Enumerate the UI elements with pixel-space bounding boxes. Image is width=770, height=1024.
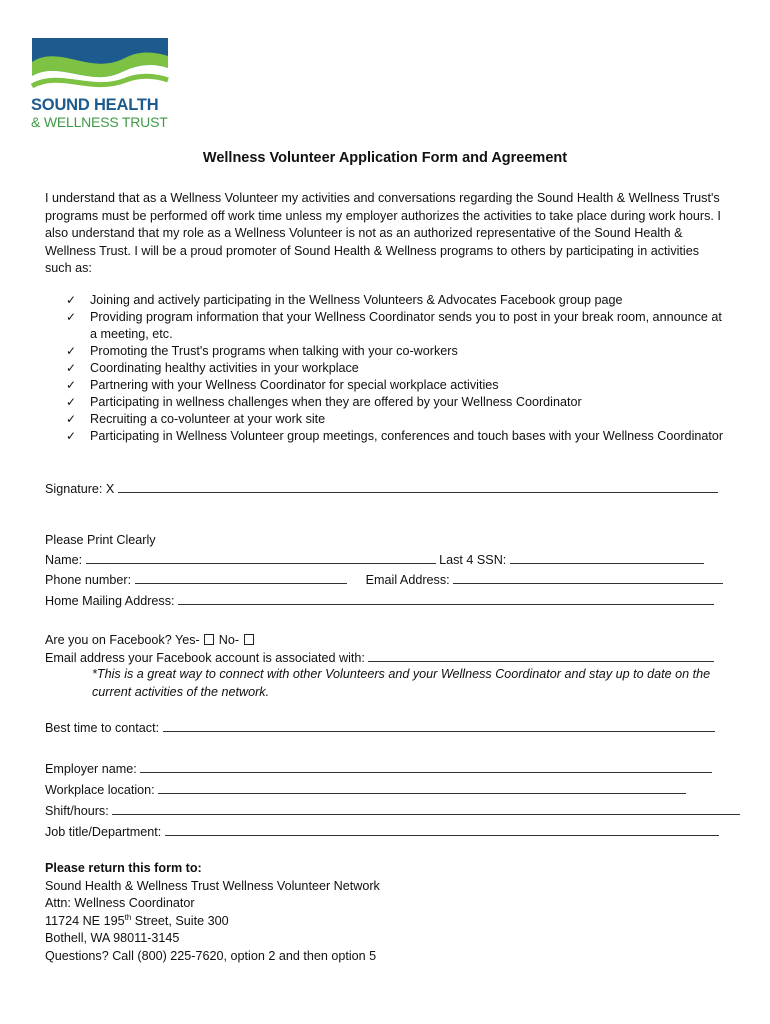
print-clearly-heading: Please Print Clearly bbox=[45, 533, 156, 547]
checkmark-icon: ✓ bbox=[66, 429, 77, 443]
return-heading: Please return this form to: bbox=[45, 861, 202, 875]
employer-label: Employer name: bbox=[45, 762, 137, 776]
workplace-label: Workplace location: bbox=[45, 783, 155, 797]
note-line: current activities of the network. bbox=[92, 684, 270, 699]
shift-field[interactable] bbox=[112, 803, 740, 815]
list-item: ✓ Participating in Wellness Volunteer group meetings, conferences and touch bases with your Wellness Coordinator bbox=[66, 429, 724, 443]
name-row bbox=[45, 551, 704, 569]
list-item: ✓ Coordinating healthy activities in your workplace bbox=[66, 361, 359, 375]
mailing-row bbox=[45, 592, 714, 610]
ssn-field[interactable] bbox=[510, 552, 704, 564]
checkmark-icon: ✓ bbox=[66, 361, 77, 375]
logo-wave-icon bbox=[30, 36, 170, 96]
activities-checklist bbox=[66, 292, 736, 445]
checkmark-icon: ✓ bbox=[66, 344, 77, 358]
yes-checkbox[interactable] bbox=[204, 634, 214, 645]
list-item: ✓ Participating in wellness challenges when they are offered by your Wellness Coordinator bbox=[66, 395, 582, 409]
facebook-note bbox=[92, 666, 732, 701]
checkmark-icon: ✓ bbox=[66, 378, 77, 392]
list-item: ✓ Providing program information that your Wellness Coordinator sends you to post in your break room, announce at a meeting, etc. bbox=[66, 310, 722, 341]
phone-label: Phone number: bbox=[45, 573, 132, 587]
checkmark-icon: ✓ bbox=[66, 412, 77, 426]
fb-email-field[interactable] bbox=[368, 650, 714, 662]
ssn-label: Last 4 SSN: bbox=[439, 553, 507, 567]
intro-line: I understand that as a Wellness Volunteer my activities and conversations regarding the Sound Health & Wellness Trust's bbox=[45, 191, 720, 205]
logo-text-primary: SOUND HEALTH bbox=[31, 96, 159, 114]
facebook-question: Are you on Facebook? bbox=[45, 633, 172, 647]
employer-field[interactable] bbox=[140, 761, 712, 773]
logo-text-secondary: & WELLNESS TRUST bbox=[31, 114, 168, 130]
job-field[interactable] bbox=[165, 824, 719, 836]
signature-row bbox=[45, 480, 718, 498]
phone-field[interactable] bbox=[135, 572, 347, 584]
email-label: Email Address: bbox=[365, 573, 450, 587]
fb-email-label: Email address your Facebook account is associated with: bbox=[45, 651, 365, 665]
shift-label: Shift/hours: bbox=[45, 804, 109, 818]
shift-row bbox=[45, 802, 740, 820]
job-row bbox=[45, 823, 719, 841]
intro-paragraph bbox=[45, 190, 730, 278]
return-address bbox=[45, 860, 380, 965]
no-checkbox[interactable] bbox=[244, 634, 254, 645]
workplace-field[interactable] bbox=[158, 782, 686, 794]
mailing-field[interactable] bbox=[178, 593, 714, 605]
note-line: *This is a great way to connect with other Volunteers and your Wellness Coordinator and stay up to date on the bbox=[92, 667, 711, 681]
intro-line: Wellness Trust. I will be a proud promoter of Sound Health & Wellness programs to others by participating in activities bbox=[45, 243, 700, 258]
intro-line: programs must be performed off work time unless my employer authorizes the activities to take place during work hours. I bbox=[45, 208, 721, 223]
fb-email-row bbox=[45, 649, 714, 667]
yes-label: Yes- bbox=[175, 633, 200, 647]
checkmark-icon: ✓ bbox=[66, 395, 77, 409]
phone-email-row bbox=[45, 571, 723, 589]
mailing-label: Home Mailing Address: bbox=[45, 594, 175, 608]
form-title: Wellness Volunteer Application Form and Agreement bbox=[202, 150, 568, 166]
best-time-label: Best time to contact: bbox=[45, 721, 160, 735]
name-label: Name: bbox=[45, 553, 83, 567]
signature-label: Signature: X bbox=[45, 482, 115, 496]
checkmark-icon: ✓ bbox=[66, 293, 77, 307]
name-field[interactable] bbox=[86, 552, 436, 564]
best-time-field[interactable] bbox=[163, 720, 715, 732]
job-label: Job title/Department: bbox=[45, 825, 162, 839]
workplace-row bbox=[45, 781, 686, 799]
return-city: Bothell, WA 98011-3145 bbox=[45, 931, 180, 945]
list-item: ✓ Promoting the Trust's programs when talking with your co-workers bbox=[66, 344, 458, 358]
return-org: Sound Health & Wellness Trust Wellness Volunteer Network bbox=[45, 878, 380, 893]
list-item: ✓ Recruiting a co-volunteer at your work site bbox=[66, 412, 326, 426]
signature-field[interactable] bbox=[118, 481, 718, 493]
return-street: 11724 NE 195th Street, Suite 300 bbox=[45, 912, 229, 928]
no-label: No- bbox=[218, 633, 240, 647]
best-time-row bbox=[45, 719, 715, 737]
email-field[interactable] bbox=[453, 572, 723, 584]
intro-line: also understand that my role as a Wellness Volunteer is not as an authorized representative of the Sound Health & bbox=[45, 226, 683, 240]
list-item: ✓ Joining and actively participating in the Wellness Volunteers & Advocates Facebook group page bbox=[66, 293, 623, 307]
employer-row bbox=[45, 760, 712, 778]
facebook-row bbox=[45, 631, 255, 649]
return-questions: Questions? Call (800) 225-7620, option 2 and then option 5 bbox=[45, 948, 377, 963]
list-item: ✓ Partnering with your Wellness Coordinator for special workplace activities bbox=[66, 378, 499, 392]
checkmark-icon: ✓ bbox=[66, 310, 77, 324]
intro-line: such as: bbox=[45, 261, 92, 275]
return-attn: Attn: Wellness Coordinator bbox=[45, 896, 195, 910]
